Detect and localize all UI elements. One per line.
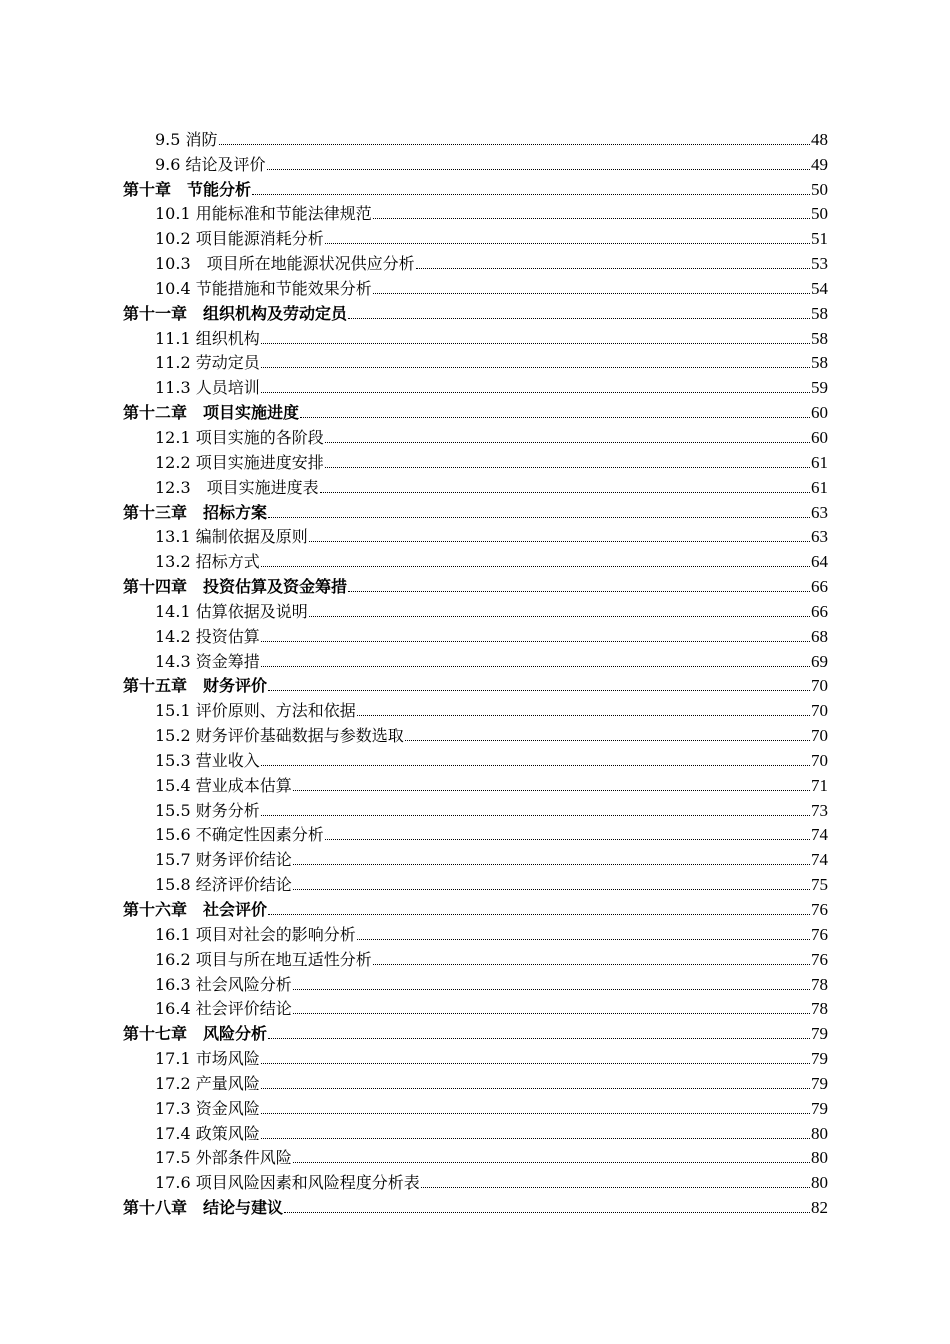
toc-page-number: 73: [811, 800, 828, 820]
toc-page-number: 48: [811, 129, 828, 149]
toc-dot-leader: [293, 886, 810, 890]
toc-page-number: 80: [811, 1148, 828, 1168]
toc-page-number: 69: [811, 651, 828, 671]
toc-entry-title: 第十章 节能分析: [123, 179, 252, 199]
toc-dot-leader: [325, 439, 810, 443]
toc-section-entry[interactable]: [123, 1069, 828, 1094]
toc-page-number: 49: [811, 154, 828, 174]
toc-page-number: 80: [811, 1173, 828, 1193]
toc-page-number: 70: [811, 701, 828, 721]
toc-section-entry[interactable]: [123, 970, 828, 995]
toc-page-number: 80: [811, 1123, 828, 1143]
toc-entry-title: 12.3 项目实施进度表: [155, 477, 319, 497]
toc-section-entry[interactable]: [123, 448, 828, 473]
toc-section-entry[interactable]: [123, 224, 828, 249]
toc-page-number: 64: [811, 552, 828, 572]
toc-page-number: 58: [811, 303, 828, 323]
toc-page-number: 63: [811, 502, 828, 522]
toc-chapter-entry[interactable]: [123, 175, 828, 200]
toc-section-entry[interactable]: [123, 746, 828, 771]
toc-chapter-entry[interactable]: [123, 895, 828, 920]
toc-page-number: 54: [811, 278, 828, 298]
toc-page-number: 76: [811, 900, 828, 919]
toc-entry-title: 11.1 组织机构: [155, 328, 260, 348]
toc-entry-title: 12.1 项目实施的各阶段: [155, 427, 324, 447]
toc-section-entry[interactable]: [123, 1168, 828, 1193]
toc-section-entry[interactable]: [123, 771, 828, 796]
toc-page-number: 66: [811, 577, 828, 597]
toc-chapter-entry[interactable]: [123, 299, 828, 324]
toc-dot-leader: [268, 514, 810, 518]
toc-page-number: 50: [811, 204, 828, 224]
toc-dot-leader: [309, 538, 810, 542]
toc-page-number: 70: [811, 726, 828, 746]
toc-section-entry[interactable]: [123, 622, 828, 647]
toc-dot-leader: [320, 489, 810, 493]
toc-entry-title: 13.1 编制依据及原则: [155, 527, 308, 547]
toc-page-number: 82: [811, 1198, 828, 1218]
toc-dot-leader: [293, 1010, 810, 1014]
toc-dot-leader: [252, 191, 810, 195]
toc-dot-leader: [261, 563, 810, 567]
toc-section-entry[interactable]: [123, 721, 828, 746]
toc-dot-leader: [267, 166, 810, 170]
toc-section-entry[interactable]: [123, 547, 828, 572]
toc-section-entry[interactable]: [123, 995, 828, 1020]
toc-entry-title: 14.1 估算依据及说明: [155, 601, 308, 621]
toc-chapter-entry[interactable]: [123, 498, 828, 523]
toc-dot-leader: [373, 290, 810, 294]
toc-entry-title: 第十二章 项目实施进度: [123, 403, 300, 423]
toc-dot-leader: [325, 464, 810, 468]
toc-page-number: 70: [811, 676, 828, 696]
toc-entry-title: 16.3 社会风险分析: [155, 974, 292, 994]
toc-dot-leader: [268, 687, 810, 691]
toc-entry-title: 10.3 项目所在地能源状况供应分析: [155, 254, 415, 274]
toc-dot-leader: [261, 1060, 810, 1064]
toc-page-number: 71: [811, 775, 828, 795]
toc-dot-leader: [373, 215, 810, 219]
toc-entry-title: 15.5 财务分析: [155, 800, 260, 820]
toc-section-entry[interactable]: [123, 423, 828, 448]
toc-section-entry[interactable]: [123, 870, 828, 895]
toc-dot-leader: [261, 663, 810, 667]
toc-section-entry[interactable]: [123, 349, 828, 374]
toc-section-entry[interactable]: [123, 945, 828, 970]
toc-entry-title: 12.2 项目实施进度安排: [155, 452, 324, 472]
toc-page-number: 79: [811, 1024, 828, 1044]
toc-section-entry[interactable]: [123, 200, 828, 225]
toc-page-number: 79: [811, 1073, 828, 1093]
toc-dot-leader: [421, 1184, 810, 1188]
toc-dot-leader: [261, 1110, 810, 1114]
toc-entry-title: 9.5 消防: [155, 129, 218, 149]
toc-dot-leader: [348, 315, 810, 319]
toc-entry-title: 14.2 投资估算: [155, 626, 260, 646]
toc-page-number: 74: [811, 850, 828, 870]
table-of-contents: [123, 125, 828, 1218]
toc-page-number: 79: [811, 1098, 828, 1118]
toc-dot-leader: [284, 1209, 810, 1213]
toc-entry-title: 11.3 人员培训: [155, 378, 260, 398]
toc-page-number: 79: [811, 1049, 828, 1069]
toc-dot-leader: [373, 961, 810, 965]
toc-entry-title: 第十四章 投资估算及资金筹措: [123, 577, 348, 597]
toc-page-number: 58: [811, 353, 828, 373]
toc-entry-title: 15.1 评价原则、方法和依据: [155, 701, 356, 721]
toc-entry-title: 第十七章 风险分析: [123, 1024, 268, 1044]
toc-entry-title: 16.2 项目与所在地互适性分析: [155, 949, 372, 969]
toc-page-number: 61: [811, 477, 828, 497]
toc-entry-title: 14.3 资金筹措: [155, 651, 260, 671]
toc-section-entry[interactable]: [123, 249, 828, 274]
toc-entry-title: 15.6 不确定性因素分析: [155, 825, 324, 845]
toc-entry-title: 9.6 结论及评价: [155, 154, 266, 174]
toc-dot-leader: [261, 638, 810, 642]
toc-page-number: 74: [811, 825, 828, 845]
toc-page-number: 60: [811, 427, 828, 447]
toc-dot-leader: [325, 836, 810, 840]
toc-entry-title: 16.4 社会评价结论: [155, 999, 292, 1019]
toc-dot-leader: [261, 812, 810, 816]
toc-entry-title: 15.8 经济评价结论: [155, 875, 292, 895]
toc-entry-title: 第十五章 财务评价: [123, 676, 268, 696]
toc-page-number: 61: [811, 452, 828, 472]
toc-page-number: 60: [811, 403, 828, 423]
toc-entry-title: 17.6 项目风险因素和风险程度分析表: [155, 1173, 420, 1193]
toc-entry-title: 17.3 资金风险: [155, 1098, 260, 1118]
toc-chapter-entry[interactable]: [123, 572, 828, 597]
toc-page-number: 66: [811, 601, 828, 621]
toc-dot-leader: [357, 936, 810, 940]
toc-section-entry[interactable]: [123, 647, 828, 672]
toc-entry-title: 15.3 营业收入: [155, 750, 260, 770]
toc-chapter-entry[interactable]: [123, 672, 828, 697]
toc-dot-leader: [325, 240, 810, 244]
toc-entry-title: 15.4 营业成本估算: [155, 775, 292, 795]
toc-page-number: 75: [811, 875, 828, 895]
toc-page-number: 78: [811, 999, 828, 1019]
toc-dot-leader: [293, 986, 810, 990]
toc-dot-leader: [268, 1035, 810, 1039]
toc-section-entry[interactable]: [123, 796, 828, 821]
toc-page-number: 68: [811, 626, 828, 646]
toc-dot-leader: [261, 364, 810, 368]
toc-page-number: 63: [811, 527, 828, 547]
toc-entry-title: 16.1 项目对社会的影响分析: [155, 924, 356, 944]
toc-dot-leader: [261, 389, 810, 393]
toc-chapter-entry[interactable]: [123, 398, 828, 423]
toc-entry-title: 17.4 政策风险: [155, 1123, 260, 1143]
toc-section-entry[interactable]: [123, 523, 828, 548]
toc-dot-leader: [293, 861, 810, 865]
toc-entry-title: 第十三章 招标方案: [123, 502, 268, 522]
toc-page-number: 76: [811, 924, 828, 944]
toc-section-entry[interactable]: [123, 696, 828, 721]
toc-chapter-entry[interactable]: [123, 1193, 828, 1218]
toc-dot-leader: [293, 1159, 810, 1163]
toc-section-entry[interactable]: [123, 473, 828, 498]
toc-dot-leader: [293, 787, 810, 791]
toc-dot-leader: [261, 1085, 810, 1089]
toc-dot-leader: [416, 265, 810, 269]
toc-page-number: 53: [811, 254, 828, 274]
toc-entry-title: 15.2 财务评价基础数据与参数选取: [155, 726, 404, 746]
toc-page-number: 78: [811, 974, 828, 994]
toc-page-number: 51: [811, 229, 828, 249]
toc-section-entry[interactable]: [123, 597, 828, 622]
toc-page-number: 70: [811, 750, 828, 770]
toc-section-entry[interactable]: [123, 821, 828, 846]
toc-section-entry[interactable]: [123, 150, 828, 175]
toc-section-entry[interactable]: [123, 373, 828, 398]
toc-entry-title: 10.2 项目能源消耗分析: [155, 229, 324, 249]
toc-entry-title: 17.2 产量风险: [155, 1073, 260, 1093]
toc-entry-title: 第十八章 结论与建议: [123, 1198, 284, 1218]
toc-entry-title: 17.5 外部条件风险: [155, 1148, 292, 1168]
toc-dot-leader: [261, 340, 810, 344]
toc-section-entry[interactable]: [123, 1044, 828, 1069]
toc-dot-leader: [268, 911, 810, 915]
toc-dot-leader: [300, 414, 810, 418]
toc-entry-title: 11.2 劳动定员: [155, 353, 260, 373]
toc-entry-title: 17.1 市场风险: [155, 1049, 260, 1069]
toc-dot-leader: [261, 1135, 810, 1139]
toc-page-number: 58: [811, 328, 828, 348]
toc-section-entry[interactable]: [123, 1119, 828, 1144]
toc-page-number: 76: [811, 949, 828, 969]
toc-dot-leader: [348, 588, 810, 592]
toc-entry-title: 10.1 用能标准和节能法律规范: [155, 204, 372, 224]
toc-section-entry[interactable]: [123, 920, 828, 945]
toc-page-number: 59: [811, 378, 828, 398]
toc-dot-leader: [261, 762, 810, 766]
toc-entry-title: 第十一章 组织机构及劳动定员: [123, 303, 348, 323]
toc-section-entry[interactable]: [123, 125, 828, 150]
toc-dot-leader: [405, 737, 810, 741]
toc-page-number: 50: [811, 179, 828, 199]
toc-chapter-entry[interactable]: [123, 1019, 828, 1044]
toc-dot-leader: [219, 141, 810, 145]
toc-entry-title: 15.7 财务评价结论: [155, 850, 292, 870]
toc-dot-leader: [357, 712, 810, 716]
toc-section-entry[interactable]: [123, 1144, 828, 1169]
toc-section-entry[interactable]: [123, 324, 828, 349]
toc-entry-title: 第十六章 社会评价: [123, 900, 268, 919]
toc-section-entry[interactable]: [123, 274, 828, 299]
toc-dot-leader: [309, 613, 810, 617]
toc-section-entry[interactable]: [123, 1094, 828, 1119]
toc-entry-title: 13.2 招标方式: [155, 552, 260, 572]
toc-entry-title: 10.4 节能措施和节能效果分析: [155, 278, 372, 298]
toc-section-entry[interactable]: [123, 845, 828, 870]
